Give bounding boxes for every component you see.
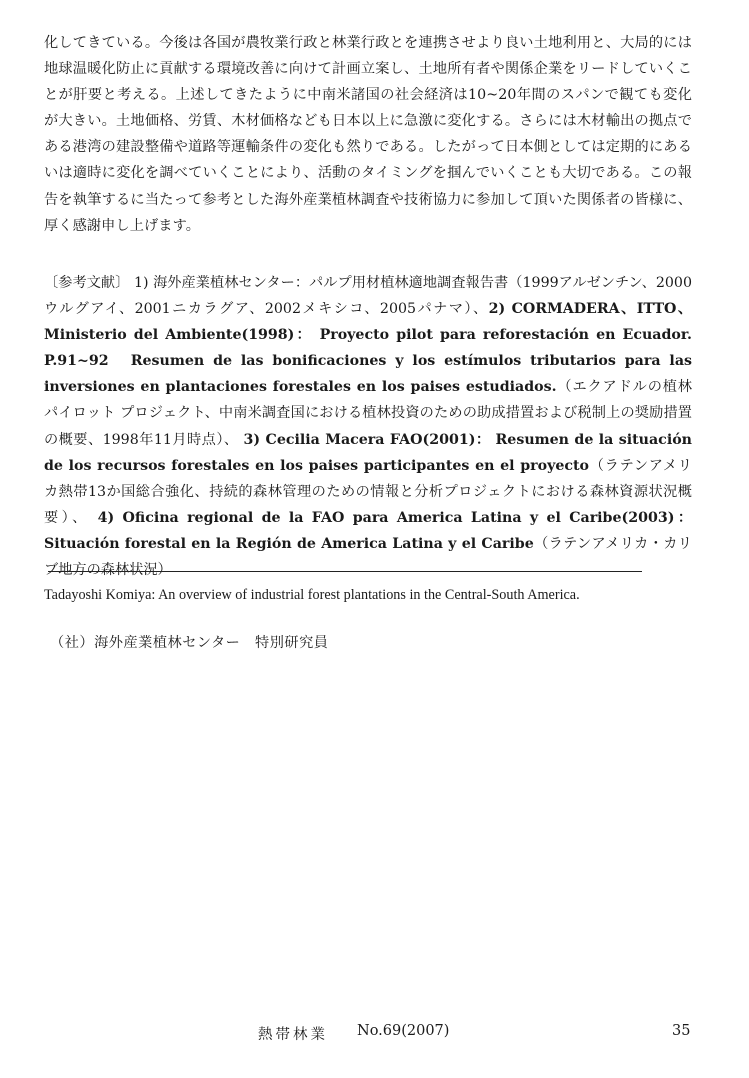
reference-2-source: 2) CORMADERA、ITTO、Ministerio del Ambiente(1998)： — [44, 301, 693, 344]
reference-3-title: Resumen de la situación de los recursos forestales en los paises participantes en el proyecto — [44, 431, 692, 474]
english-title: Tadayoshi Komiya: An overview of industrial forest plantations in the Central-South America. — [44, 587, 580, 603]
reference-4-source: 4) Oficina regional de la FAO para America Latina y el Caribe(2003)： — [97, 509, 693, 526]
reference-2-japanese: （エクアドルの植林パイロット プロジェクト、中南米調査国における植林投資のための助成措置および税制上の奨励措置の概要、1998年11月時点）、 — [44, 379, 692, 448]
reference-3-japanese: （ラテンアメリカ熱帯13か国総合強化、持続的森林管理のための情報と分析プロジェクトにおける森林資源状況概要）、 — [44, 457, 692, 526]
reference-2-title: Proyecto pilot para reforestación en Ecuador. P.91~92 Resumen de las bonificaciones y los estímulos tributarios para las inversiones en plantaciones forestales en los paises estudiados. — [44, 327, 692, 396]
author-affiliation: （社）海外産業植林センター 特別研究員 — [50, 635, 329, 651]
reference-3-source: 3) Cecilia Macera FAO(2001)： — [243, 431, 491, 448]
body-paragraph: 化してきている。今後は各国が農牧業行政と林業行政とを連携させより良い土地利用と、大局的には地球温暖化防止に貢献する環境改善に向けて計画立案し、土地所有者や関係企業をリードしていくことが肝要と考える。上述してきたように中南米諸国の社会経済は10~20年間のスパンで観ても変化が大きい。土地価格、労賃、木材価格なども日本以上に急激に変化する。さらには木材輸出の拠点である港湾の建設整備や道路等運輸条件の変化も然りである。したがって日本側としては定期的にあるいは適時に変化を調べていくことにより、活動のタイミングを掴んでいくことも大切である。この報告を執筆するに当たって参考とした海外産業植林調査や技術協力に参加して頂いた関係者の皆様に、厚く感謝申し上げます。 — [44, 35, 692, 234]
reference-4-title: Situación forestal en la Región de America Latina y el Caribe — [44, 535, 534, 552]
page-footer — [0, 1023, 749, 1045]
reference-1: 1) 海外産業植林センター：パルプ用材植林適地調査報告書（1999アルゼンチン、2000ウルグアイ、2001ニカラグア、2002メキシコ、2005パナマ）、 — [44, 275, 692, 318]
reference-4-japanese: （ラテンアメリカ・カリブ地方の森林状況） — [44, 535, 692, 579]
references-heading: 〔参考文献〕 — [44, 275, 130, 291]
journal-name: 熱帯林業 — [258, 1027, 328, 1043]
page-number: 35 — [672, 1023, 691, 1039]
section-divider — [48, 571, 642, 572]
journal-volume: No.69(2007) — [357, 1023, 450, 1039]
references-section — [44, 270, 692, 583]
